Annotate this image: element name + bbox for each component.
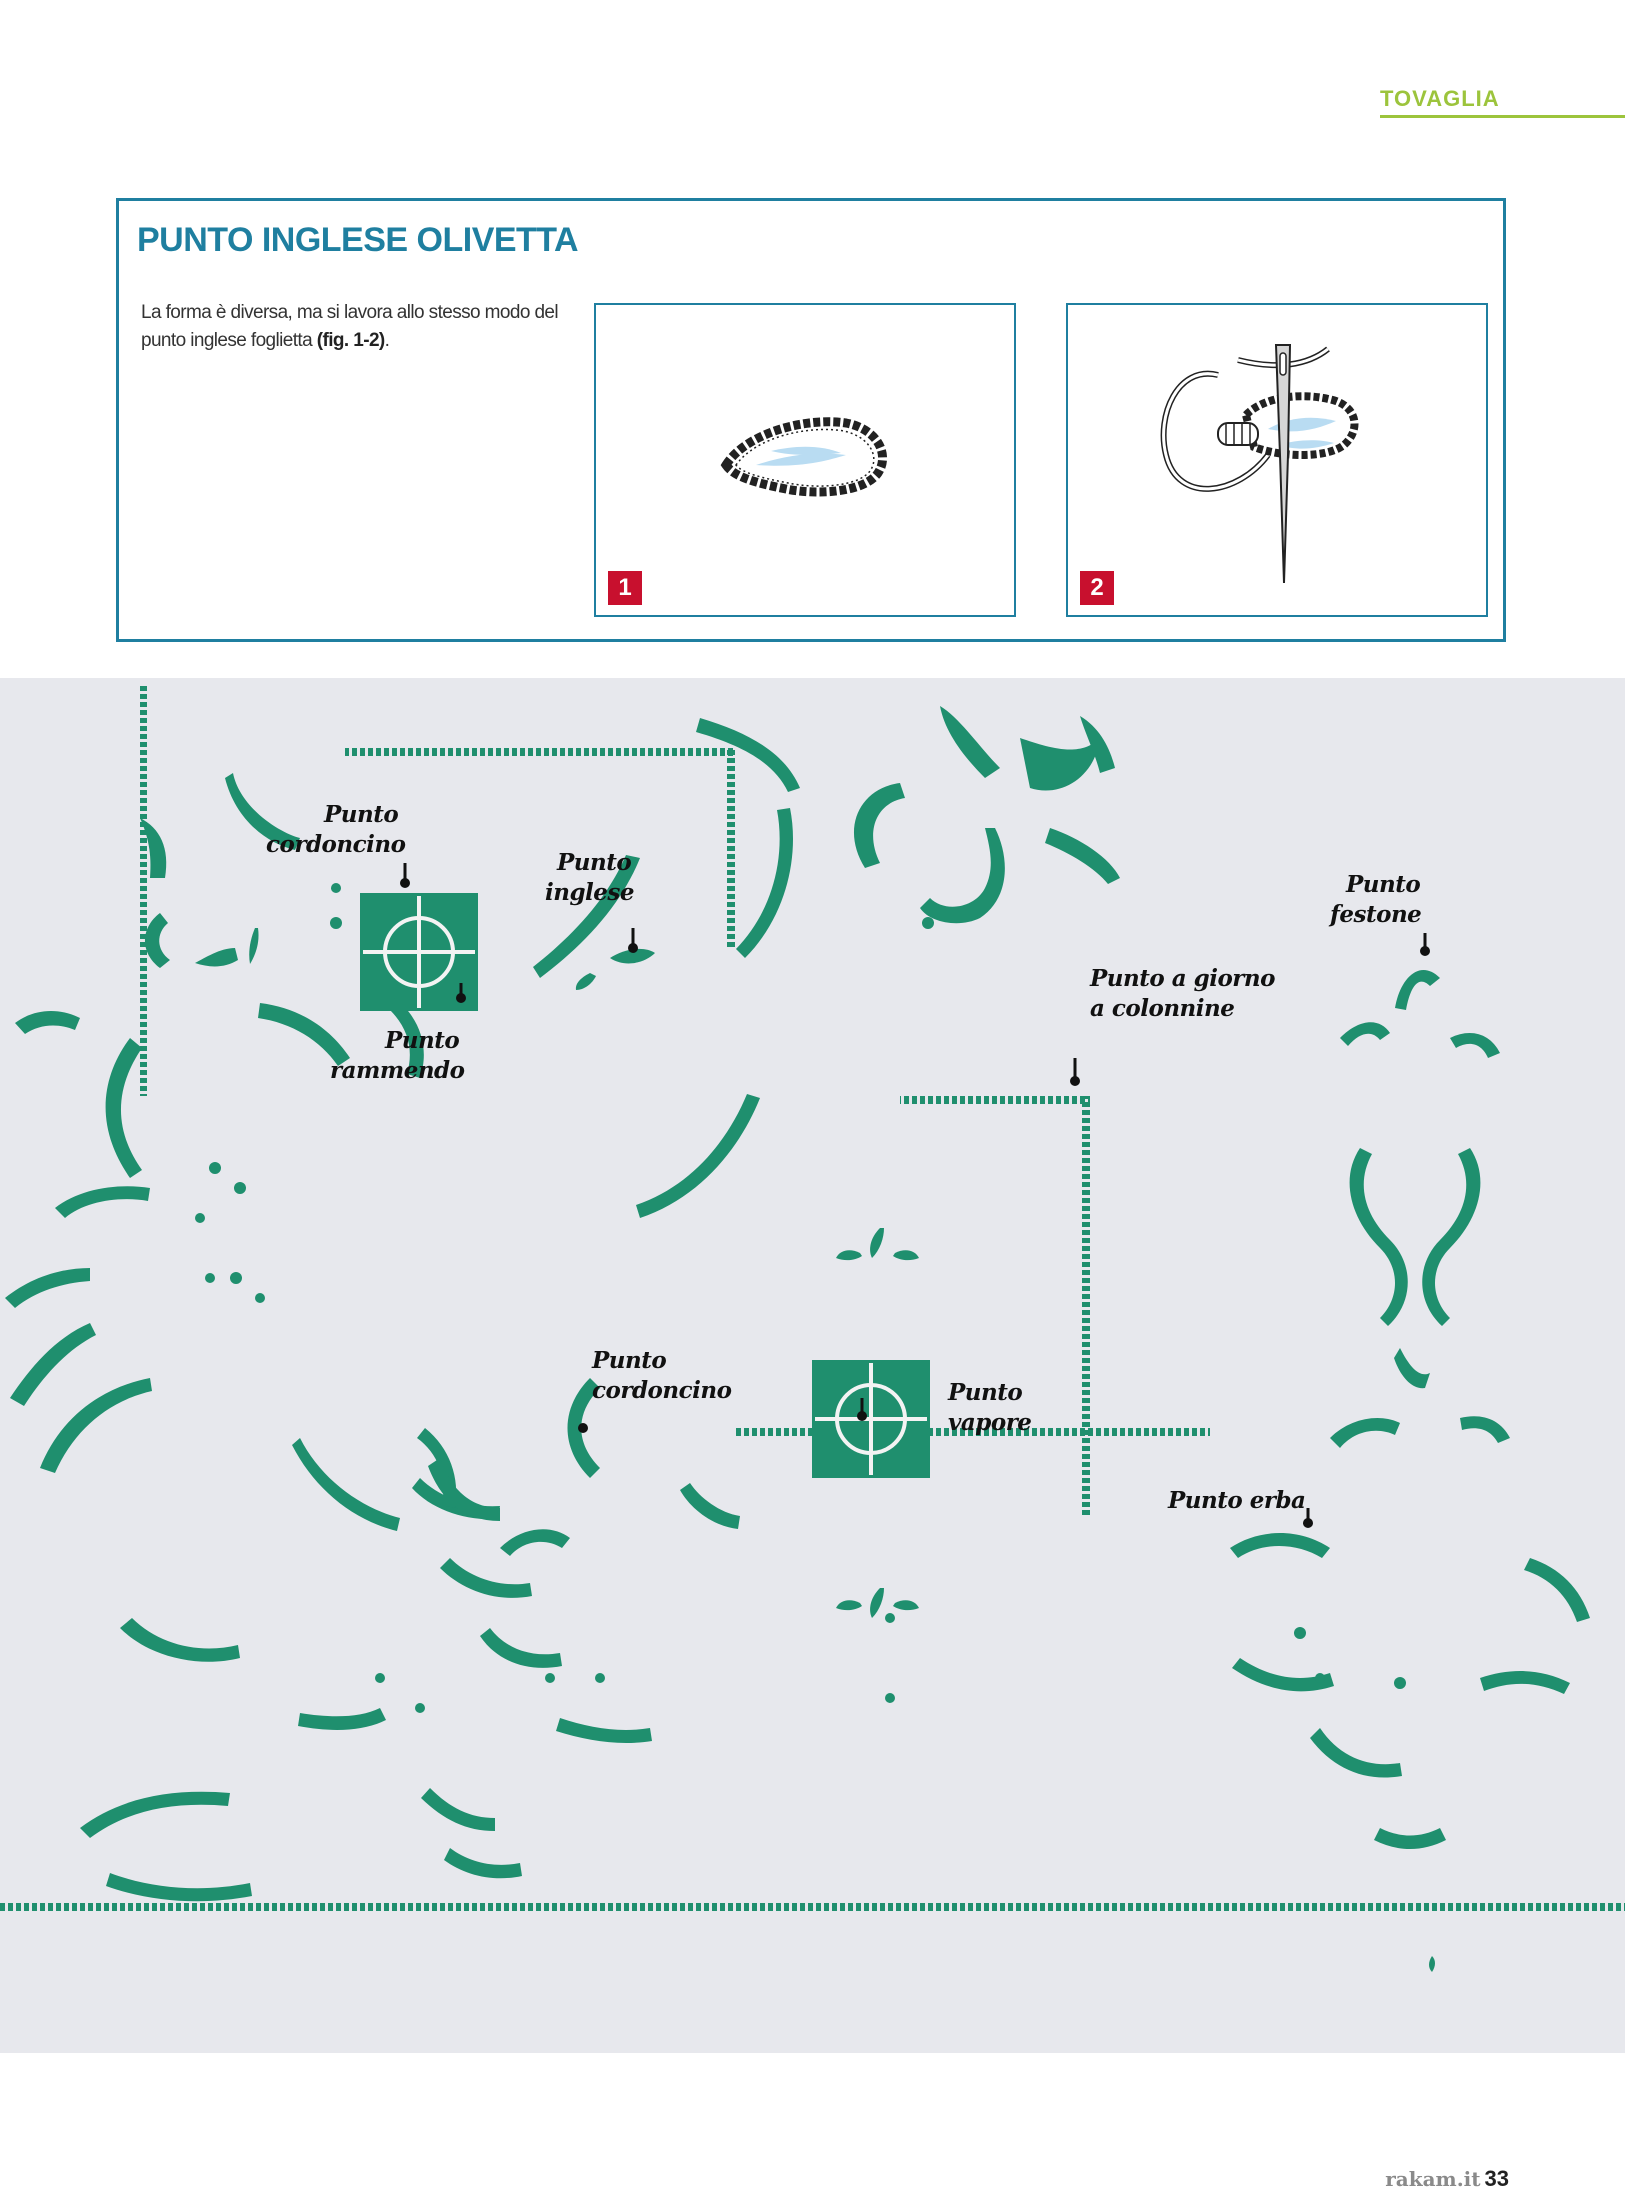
- label-punto-a-giorno-line2: a colonnine: [1090, 995, 1235, 1022]
- label-punto-cordoncino-2-line1: Punto: [592, 1347, 667, 1374]
- instruction-box: [116, 198, 1506, 642]
- label-punto-cordoncino-1-line2: cordoncino: [266, 831, 406, 858]
- label-punto-festone-line1: Punto: [1346, 871, 1421, 898]
- label-punto-vapore: [948, 1378, 1031, 1438]
- section-rule: [1380, 115, 1625, 118]
- box-description-main: La forma è diversa, ma si lavora allo stesso modo del punto inglese foglietta: [141, 302, 559, 351]
- label-punto-cordoncino-1-line1: Punto: [324, 801, 399, 828]
- page-footer: [1385, 2166, 1509, 2192]
- label-punto-inglese: [545, 848, 634, 908]
- label-punto-cordoncino-2: [592, 1346, 731, 1406]
- label-punto-vapore-line2: vapore: [948, 1409, 1032, 1436]
- label-punto-inglese-line1: Punto: [557, 849, 632, 876]
- label-punto-cordoncino-1: [266, 800, 405, 860]
- olive-eyelet-outline-icon: [596, 305, 1014, 615]
- footer-site: rakam.it: [1385, 2167, 1481, 2191]
- label-punto-rammendo-line2: rammendo: [330, 1057, 465, 1084]
- embroidery-photo: [0, 678, 1625, 2053]
- label-punto-cordoncino-2-line2: cordoncino: [592, 1377, 732, 1404]
- figure-reference: (fig. 1-2): [316, 330, 385, 351]
- label-punto-festone-line2: festone: [1330, 901, 1422, 928]
- needle-and-thread-icon: [1068, 305, 1486, 615]
- figure-2: [1066, 303, 1488, 617]
- label-punto-erba-line1: Punto erba: [1168, 1487, 1306, 1514]
- figure-2-number: 2: [1080, 571, 1114, 605]
- label-punto-a-giorno-line1: Punto a giorno: [1090, 965, 1275, 992]
- label-punto-inglese-line2: inglese: [545, 879, 634, 906]
- box-description-end: .: [384, 330, 390, 351]
- section-tag: TOVAGLIA: [1380, 86, 1500, 111]
- label-punto-a-giorno: [1090, 964, 1275, 1024]
- figure-1: [594, 303, 1016, 617]
- label-punto-vapore-line1: Punto: [948, 1379, 1023, 1406]
- label-punto-erba: [1168, 1486, 1305, 1516]
- label-punto-festone: [1330, 870, 1421, 930]
- page-number: 33: [1484, 2166, 1509, 2191]
- box-title: PUNTO INGLESE OLIVETTA: [137, 221, 579, 259]
- box-description: [141, 299, 561, 355]
- label-punto-rammendo-line1: Punto: [385, 1027, 460, 1054]
- figure-1-number: 1: [608, 571, 642, 605]
- label-punto-rammendo: [330, 1026, 464, 1086]
